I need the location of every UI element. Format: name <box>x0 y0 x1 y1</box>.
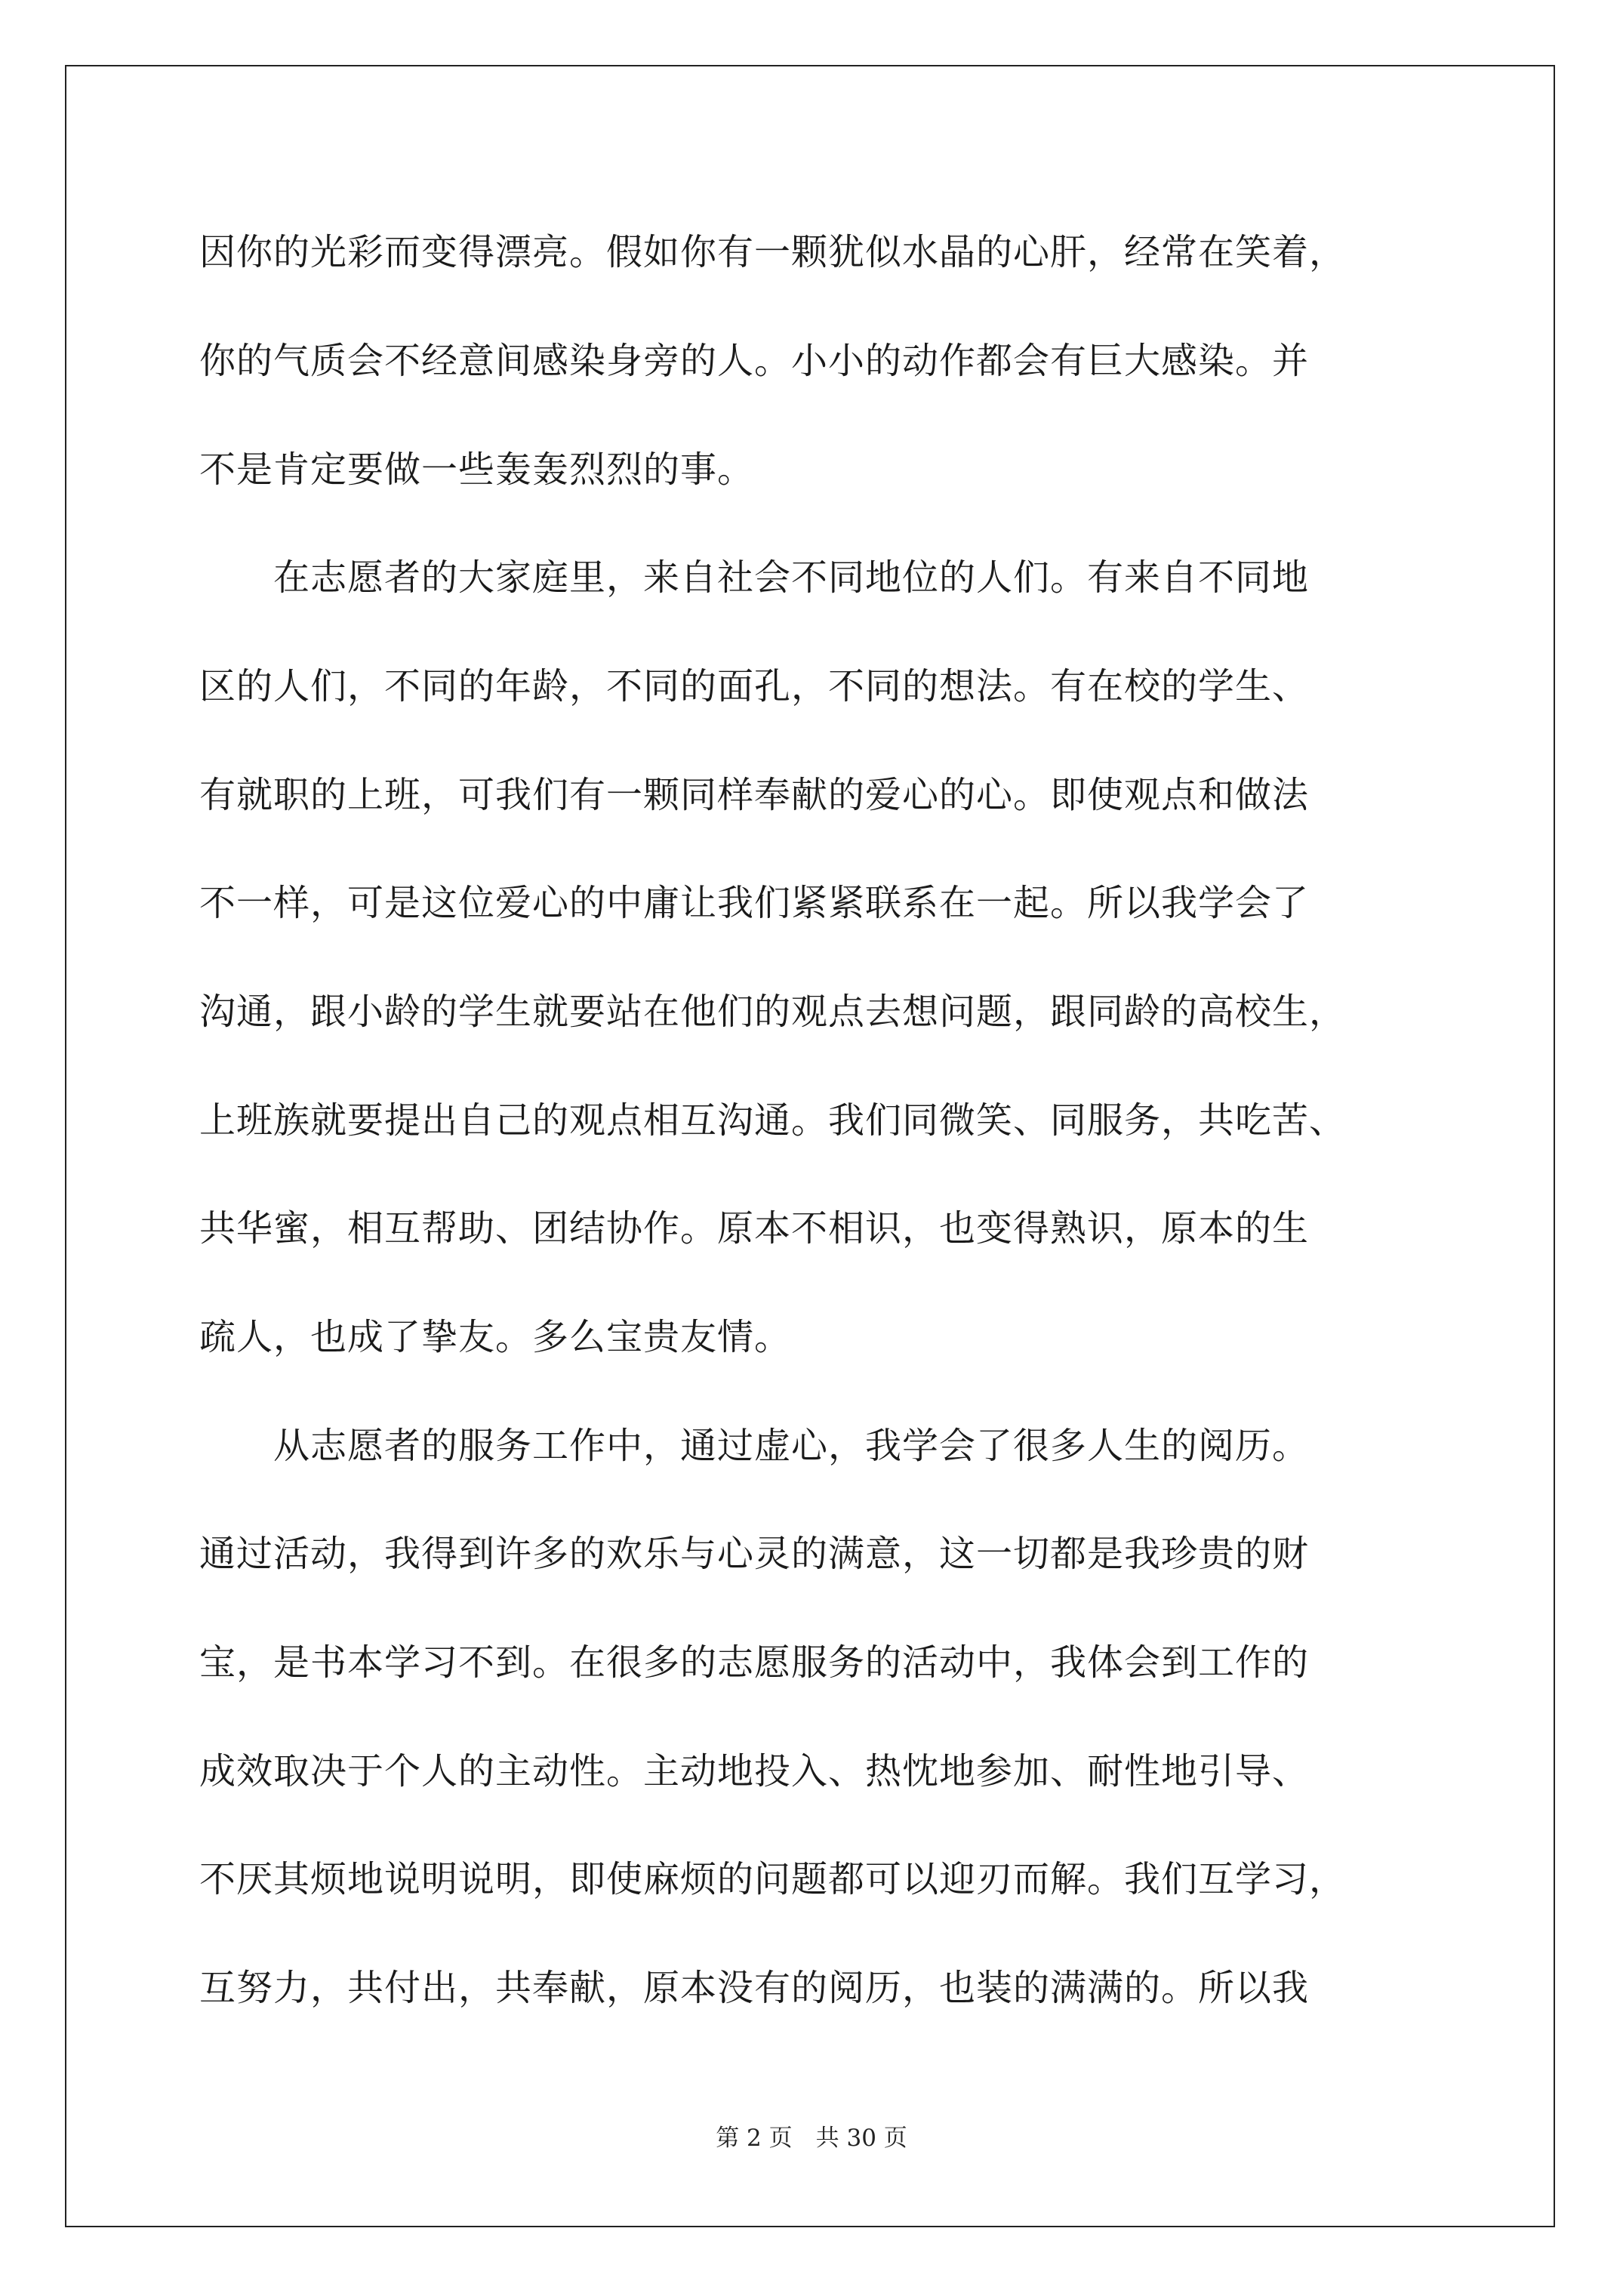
text-line: 宝，是书本学习不到。在很多的志愿服务的活动中，我体会到工作的 <box>199 1641 1310 1684</box>
page-border <box>65 65 1555 2227</box>
text-line: 区的人们，不同的年龄，不同的面孔，不同的想法。有在校的学生、 <box>199 665 1310 707</box>
text-line: 有就职的上班，可我们有一颗同样奉献的爱心的心。即使观点和做法 <box>199 774 1310 816</box>
text-line: 在志愿者的大家庭里，来自社会不同地位的人们。有来自不同地 <box>199 556 1310 599</box>
text-line: 上班族就要提出自己的观点相互沟通。我们同微笑、同服务，共吃苦、 <box>199 1099 1347 1142</box>
text-line: 互努力，共付出，共奉献，原本没有的阅历，也装的满满的。所以我 <box>199 1967 1310 2009</box>
text-line: 不厌其烦地说明说明，即使麻烦的问题都可以迎刃而解。我们互学习， <box>199 1858 1347 1900</box>
text-line: 沟通，跟小龄的学生就要站在他们的观点去想问题，跟同龄的高校生， <box>199 991 1347 1033</box>
text-line: 成效取决于个人的主动性。主动地投入、热忱地参加、耐性地引导、 <box>199 1750 1310 1792</box>
text-line: 共华蜜，相互帮助、团结协作。原本不相识，也变得熟识，原本的生 <box>199 1207 1310 1250</box>
page-number-footer: 第 2 页 共 30 页 <box>716 2125 907 2152</box>
text-line: 因你的光彩而变得漂亮。假如你有一颗犹似水晶的心肝，经常在笑着， <box>199 231 1347 273</box>
text-line: 不是肯定要做一些轰轰烈烈的事。 <box>199 448 755 491</box>
text-line: 疏人，也成了挚友。多么宝贵友情。 <box>199 1316 792 1358</box>
text-line: 通过活动，我得到许多的欢乐与心灵的满意，这一切都是我珍贵的财 <box>199 1533 1310 1575</box>
text-line: 不一样，可是这位爱心的中庸让我们紧紧联系在一起。所以我学会了 <box>199 882 1310 924</box>
text-line: 你的气质会不经意间感染身旁的人。小小的动作都会有巨大感染。并 <box>199 340 1310 382</box>
text-line: 从志愿者的服务工作中，通过虚心，我学会了很多人生的阅历。 <box>199 1425 1310 1467</box>
